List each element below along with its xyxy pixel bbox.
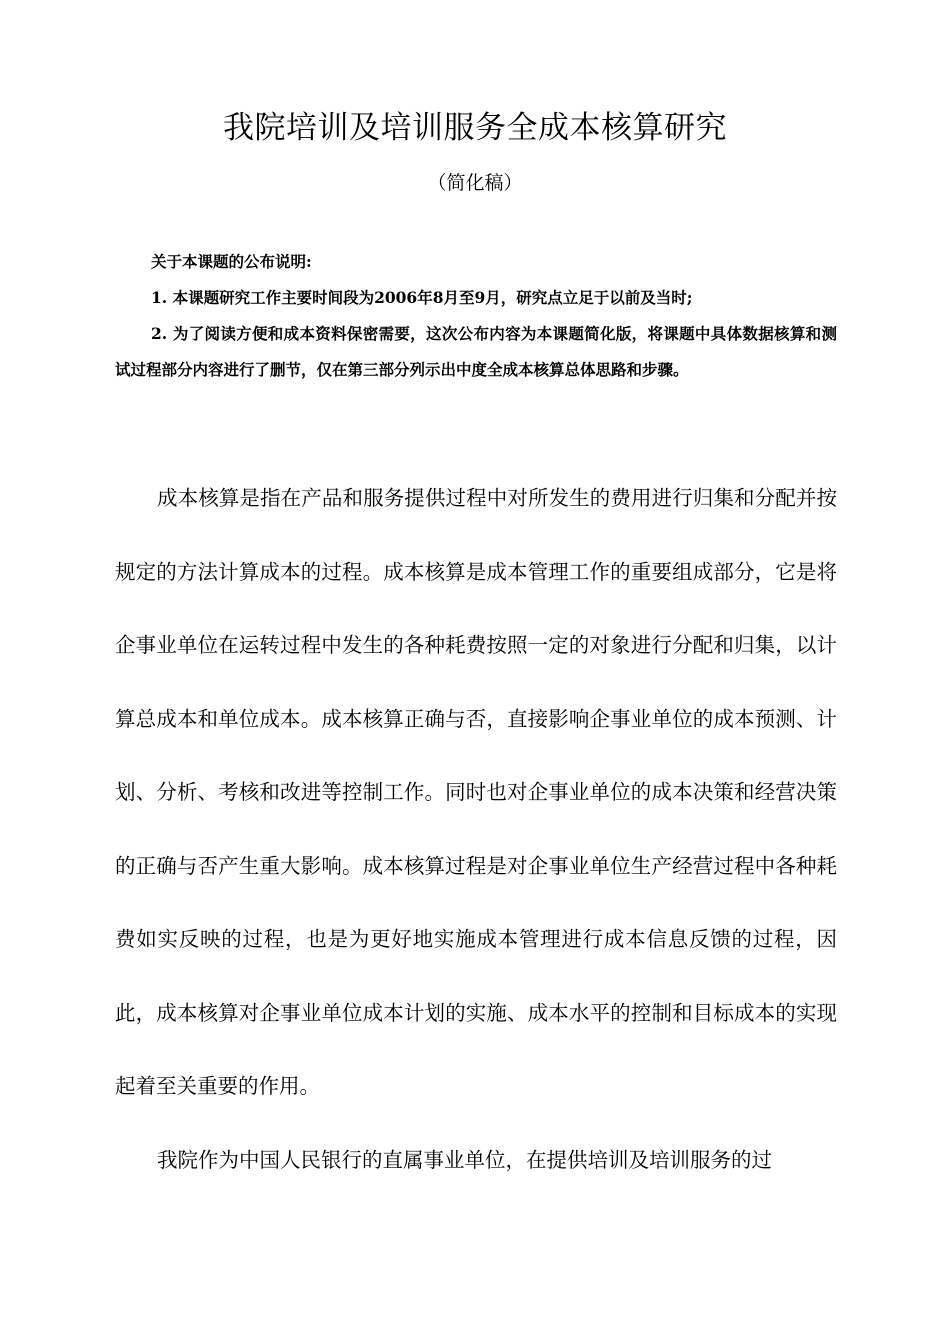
- document-title: 我院培训及培训服务全成本核算研究: [223, 110, 727, 146]
- notice-item-2: 2. 为了阅读方便和成本资料保密需要，这次公布内容为本课题简化版，将课题中具体数据核算和测试过程部分内容进行了删节，仅在第三部分列示出中度全成本核算总体思路和步骤。: [115, 324, 837, 379]
- publication-notice: [115, 244, 837, 388]
- body-text: [115, 462, 837, 1197]
- body-paragraph-2: 我院作为中国人民银行的直属事业单位，在提供培训及培训服务的过: [157, 1147, 772, 1172]
- notice-item-1: 1. 本课题研究工作主要时间段为2006年8月至9月，研究点立足于以前及当时;: [151, 288, 693, 307]
- notice-heading: 关于本课题的公布说明:: [151, 252, 312, 271]
- document-subtitle: （简化稿）: [427, 172, 523, 194]
- body-paragraph-1: 成本核算是指在产品和服务提供过程中对所发生的费用进行归集和分配并按规定的方法计算成本的过程。成本核算是成本管理工作的重要组成部分，它是将企事业单位在运转过程中发生的各种耗费按照一定的对象进行分配和归集，以计算总成本和单位成本。成本核算正确与否，直接影响企事业单位的成本预测、计划、分析、考核和改进等控制工作。同时也对企事业单位的成本决策和经营决策的正确与否产生重大影响。成本核算过程是对企事业单位生产经营过程中各种耗费如实反映的过程，也是为更好地实施成本管理进行成本信息反馈的过程，因此，成本核算对企事业单位成本计划的实施、成本水平的控制和目标成本的实现起着至关重要的作用。: [115, 486, 837, 1098]
